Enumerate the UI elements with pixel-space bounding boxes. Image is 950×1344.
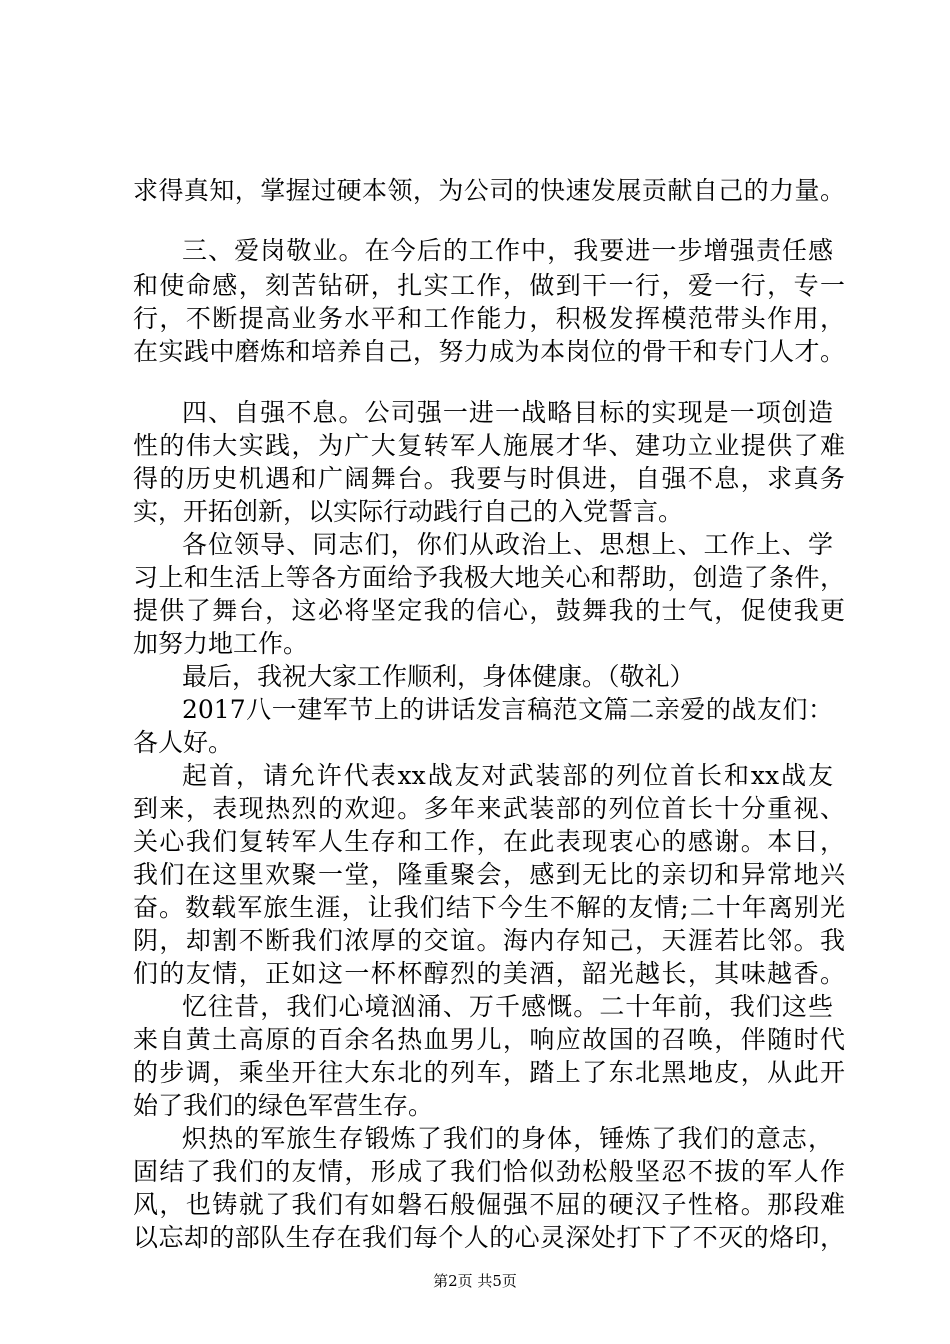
text-line: 炽热的军旅生存锻炼了我们的身体，锤炼了我们的意志，: [182, 1124, 833, 1153]
text-line: 固结了我们的友情，形成了我们恰似劲松般坚忍不拔的军人作: [133, 1157, 845, 1186]
text-line: 四、自强不息。公司强一进一战略目标的实现是一项创造: [182, 398, 833, 427]
text-line: 行，不断提高业务水平和工作能力，积极发挥模范带头作用，: [133, 304, 845, 333]
text-line: 得的历史机遇和广阔舞台。我要与时俱进，自强不息，求真务: [133, 464, 845, 493]
text-line: 和使命感，刻苦钻研，扎实工作，做到干一行，爱一行，专一: [133, 271, 845, 300]
text-line: 风，也铸就了我们有如磐石般倔强不屈的硬汉子性格。那段难: [133, 1190, 845, 1219]
text-line: 我们在这里欢聚一堂，隆重聚会，感到无比的亲切和异常地兴: [133, 860, 845, 889]
text-line: 提供了舞台，这必将坚定我的信心，鼓舞我的士气，促使我更: [133, 596, 845, 625]
text-line: 到来，表现热烈的欢迎。多年来武装部的列位首长十分重视、: [133, 794, 845, 823]
text-line: 关心我们复转军人生存和工作，在此表现衷心的感谢。本日，: [133, 827, 845, 856]
text-line: 2017八一建军节上的讲话发言稿范文篇二亲爱的战友们：: [182, 695, 833, 724]
text-line: 最后，我祝大家工作顺利，身体健康。（敬礼）: [182, 662, 695, 691]
text-line: 以忘却的部队生存在我们每个人的心灵深处打下了不灭的烙印，: [133, 1223, 845, 1252]
text-line: 在实践中磨炼和培养自己，努力成为本岗位的骨干和专门人才。: [133, 337, 845, 366]
text-line: 习上和生活上等各方面给予我极大地关心和帮助，创造了条件，: [133, 563, 845, 592]
page-number: 第2页 共5页: [433, 1272, 517, 1290]
text-line: 加努力地工作。: [133, 629, 309, 658]
text-line: 忆往昔，我们心境汹涌、万千感慨。二十年前，我们这些: [182, 992, 833, 1021]
text-line: 求得真知，掌握过硬本领，为公司的快速发展贡献自己的力量。: [133, 176, 845, 205]
text-line: 的步调，乘坐开往大东北的列车，踏上了东北黑地皮，从此开: [133, 1058, 845, 1087]
text-line: 阴，却割不断我们浓厚的交谊。海内存知己，天涯若比邻。我: [133, 926, 845, 955]
text-line: 各人好。: [133, 728, 234, 757]
text-line: 奋。数载军旅生涯，让我们结下今生不解的友情;二十年离别光: [133, 893, 845, 922]
text-line: 始了我们的绿色军营生存。: [133, 1091, 434, 1120]
text-line: 起首，请允许代表xx战友对武装部的列位首长和xx战友: [182, 761, 833, 790]
text-line: 实，开拓创新，以实际行动践行自己的入党誓言。: [133, 497, 684, 526]
text-line: 性的伟大实践，为广大复转军人施展才华、建功立业提供了难: [133, 431, 845, 460]
text-line: 们的友情，正如这一杯杯醇烈的美酒，韶光越长，其味越香。: [133, 959, 845, 988]
text-line: 各位领导、同志们，你们从政治上、思想上、工作上、学: [182, 530, 833, 559]
text-line: 来自黄土高原的百余名热血男儿，响应故国的召唤，伴随时代: [133, 1025, 845, 1054]
text-line: 三、爱岗敬业。在今后的工作中，我要进一步增强责任感: [182, 236, 833, 265]
